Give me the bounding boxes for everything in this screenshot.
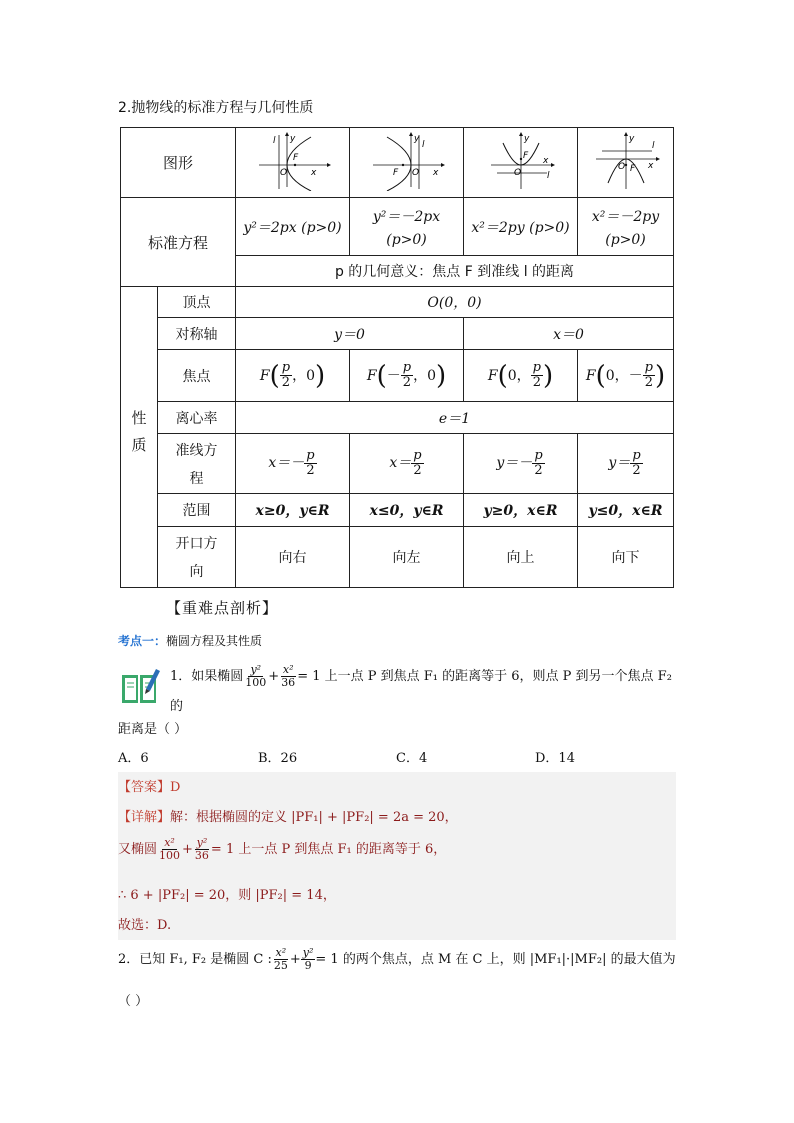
figure-left-opening	[350, 128, 464, 198]
directrix-cell-4	[578, 434, 674, 494]
equation-cell-2	[350, 198, 464, 256]
detail-tag: 【详解】	[118, 810, 171, 825]
fig1-y-label: y	[289, 133, 295, 144]
figure-down-opening	[578, 128, 674, 198]
directrix-cell-3	[464, 434, 578, 494]
focus-1-f: F	[259, 367, 270, 384]
focus-1-den: 2	[281, 375, 291, 390]
opening-value-4: 向下	[578, 527, 674, 588]
q1-option-c: C．4	[396, 751, 428, 766]
eccentricity-label: 离心率	[158, 402, 236, 434]
focus-label: 焦点	[158, 350, 236, 402]
detail-2-num2: y²	[196, 836, 208, 850]
q1-frac1-num: y²	[250, 663, 262, 677]
detail-2-post: = 1 上一点 P 到焦点 F₁ 的距离等于 6，	[210, 842, 447, 857]
directrix-label-line1: 准线方	[175, 442, 218, 459]
detail-line-4: 故选：D.	[118, 918, 172, 933]
answer-value: D	[170, 780, 181, 795]
q1-frac2-den: 36	[281, 676, 296, 689]
opening-value-2: 向左	[350, 527, 464, 588]
range-label: 范围	[158, 494, 236, 527]
figure-right-opening	[236, 128, 350, 198]
kaodian-label: 考点一：	[118, 634, 167, 648]
directrix-3-den: 2	[534, 463, 543, 478]
parabola-left-figure	[367, 131, 447, 191]
focus-cell-2: F(－ $\frac{p}{2}$ ，0)	[350, 350, 464, 402]
opening-label-line1: 开口方	[175, 536, 218, 552]
range-value-2: x≤0，y∈R	[350, 494, 464, 527]
axis-value-y-parabolas: x＝0	[464, 318, 674, 350]
q2-post: = 1 的两个焦点，点 M 在 C 上，则 |MF₁|·|MF₂| 的最大值为	[315, 952, 676, 967]
fig1-x-label: x	[310, 167, 316, 178]
equation-1-lhs: y²＝2px	[243, 219, 297, 236]
focus-3-num: p	[532, 360, 541, 376]
focus-1-second: 0	[306, 367, 315, 384]
equation-3-lhs: x²＝2py	[471, 219, 525, 236]
q1-mid: = 1 上一点 P 到焦点 F₁ 的距离等于 6，则点 P 到另一个焦点 F₂ 的	[170, 669, 672, 714]
q1-prefix: 1．如果椭圆	[170, 669, 244, 684]
kaodian-line	[118, 632, 262, 649]
directrix-4-den: 2	[632, 463, 641, 478]
section-title: 2.抛物线的标准方程与几何性质	[118, 100, 314, 116]
parabola-up-figure	[481, 131, 561, 191]
directrix-3-lhs: y＝－	[496, 455, 533, 472]
equation-4-cond: (p>0)	[605, 231, 646, 248]
row-label-equation: 标准方程	[121, 198, 236, 287]
kaodian-text: 椭圆方程及其性质	[166, 634, 263, 648]
fig3-l-label: l	[546, 170, 550, 181]
directrix-1-lhs: x＝－	[268, 455, 305, 472]
vertex-value: O(0，0)	[236, 287, 674, 318]
p-meaning-cell	[236, 256, 674, 287]
equation-2-cond: (p>0)	[386, 231, 427, 248]
equation-cell-3	[464, 198, 578, 256]
directrix-2-lhs: x＝	[389, 455, 412, 472]
fig4-l-label: l	[651, 140, 655, 151]
row-label-figure: 图形	[121, 128, 236, 198]
detail-2-den2: 36	[194, 849, 209, 862]
q2-num2: y²	[302, 946, 314, 960]
q1-option-a: A．6	[118, 751, 149, 766]
opening-label	[158, 527, 236, 588]
q1-option-d: D．14	[535, 751, 575, 766]
fig1-f-label: F	[292, 152, 298, 163]
question-2: 2．已知 F₁, F₂ 是椭圆 C : $\frac{\text{x²}}{25}$ + $\frac{\text{y²}}{9}$ = 1 的两个焦点，点 M 在 C 上，则 |MF₁|·|MF₂| 的最大值为	[118, 946, 676, 972]
focus-cell-3: F(0， $\frac{p}{2}$ )	[464, 350, 578, 402]
directrix-3-num: p	[534, 448, 543, 464]
detail-2-num1: x²	[164, 836, 175, 850]
focus-3-f: F	[487, 367, 498, 384]
focus-1-num: p	[281, 360, 291, 376]
directrix-4-lhs: y＝	[608, 455, 631, 472]
fig4-x-label: x	[647, 160, 653, 171]
detail-2-den1: 100	[159, 849, 181, 862]
q2-den2: 9	[304, 959, 312, 972]
opening-label-line2: 向	[189, 564, 204, 580]
fig4-y-label: y	[628, 133, 634, 144]
detail-line-1	[118, 806, 458, 825]
directrix-cell-2	[350, 434, 464, 494]
focus-2-sign: －	[386, 367, 401, 384]
detail-2-pre: 又椭圆	[118, 842, 158, 857]
focus-cell-4: F(0，－ $\frac{p}{2}$ )	[578, 350, 674, 402]
opening-value-1: 向右	[236, 527, 350, 588]
parabola-right-figure	[253, 131, 333, 191]
focus-2-num: p	[402, 360, 412, 376]
fig2-y-label: y	[413, 133, 419, 144]
fig2-o-label: O	[411, 167, 419, 178]
detail-text-1: 解：根据椭圆的定义 |PF₁| + |PF₂| = 2a = 20，	[170, 810, 458, 825]
opening-value-3: 向上	[464, 527, 578, 588]
vertex-label: 顶点	[158, 287, 236, 318]
focus-2-f: F	[366, 367, 377, 384]
fig3-f-label: F	[522, 150, 528, 161]
directrix-4-num: p	[632, 448, 641, 464]
row-label-properties: 性质	[121, 287, 158, 588]
detail-line-3: ∴ 6 + |PF₂| = 20，则 |PF₂| = 14，	[118, 888, 336, 903]
equation-2-lhs: y²＝－2px	[372, 208, 441, 225]
equation-cell-4	[578, 198, 674, 256]
fig2-l-label: l	[421, 139, 425, 150]
key-points-heading: 【重难点剖析】	[166, 599, 279, 617]
focus-3-den: 2	[532, 375, 541, 390]
parabola-properties-table	[120, 127, 674, 588]
equation-1-cond: (p>0)	[301, 219, 342, 236]
q1-frac1-den: 100	[245, 676, 267, 689]
directrix-cell-1	[236, 434, 350, 494]
focus-4-den: 2	[644, 375, 653, 390]
fig1-l-label: l	[272, 135, 276, 146]
answer-line	[118, 776, 180, 795]
directrix-1-den: 2	[306, 463, 315, 478]
focus-4-first: 0	[605, 367, 615, 384]
equation-cell-1	[236, 198, 350, 256]
q2-den1: 25	[273, 959, 288, 972]
directrix-1-num: p	[306, 448, 315, 464]
fig4-f-label: F	[629, 163, 635, 174]
q2-prefix: 2．已知 F₁, F₂ 是椭圆 C :	[118, 952, 272, 967]
q2-line2: （ ）	[118, 994, 149, 1009]
notebook-pencil-icon	[120, 665, 162, 707]
focus-2-den: 2	[402, 375, 412, 390]
answer-tag: 【答案】	[118, 780, 171, 795]
q1-plus: +	[268, 669, 280, 684]
eccentricity-value: e＝1	[236, 402, 674, 434]
fig3-o-label: O	[513, 167, 521, 178]
q1-frac2-num: x²	[282, 663, 294, 677]
fig2-x-label: x	[432, 167, 438, 178]
axis-value-x-parabolas: y＝0	[236, 318, 464, 350]
focus-4-num: p	[644, 360, 653, 376]
detail-line-2: 又椭圆 $\frac{\text{x²}}{100}$ + $\frac{\text{y²}}{36}$ = 1 上一点 P 到焦点 F₁ 的距离等于 6，	[118, 836, 447, 862]
figure-up-opening	[464, 128, 578, 198]
q1-option-b: B．26	[258, 751, 298, 766]
question-1	[170, 662, 680, 722]
focus-3-first: 0	[507, 367, 517, 384]
fig3-x-label: x	[542, 155, 548, 166]
range-value-4: y≤0，x∈R	[578, 494, 674, 527]
equation-3-cond: (p>0)	[529, 219, 570, 236]
q1-line2: 距离是（ ）	[118, 722, 188, 737]
focus-4-sign: －	[628, 367, 643, 384]
directrix-label-line2: 程	[189, 470, 204, 487]
directrix-label	[158, 434, 236, 494]
fig1-o-label: O	[279, 167, 287, 178]
directrix-2-den: 2	[413, 463, 422, 478]
directrix-2-num: p	[413, 448, 422, 464]
p-meaning-text: p 的几何意义：焦点 F 到准线 l 的距离	[334, 264, 575, 280]
range-value-3: y≥0，x∈R	[464, 494, 578, 527]
axis-label: 对称轴	[158, 318, 236, 350]
parabola-down-figure	[586, 131, 666, 191]
focus-4-f: F	[585, 367, 596, 384]
q2-num1: x²	[275, 946, 287, 960]
focus-cell-1: F( $\frac{p}{2}$ ，0)	[236, 350, 350, 402]
fig4-o-label: O	[617, 161, 625, 172]
equation-4-lhs: x²＝－2py	[591, 208, 660, 225]
fig2-f-label: F	[392, 167, 398, 178]
focus-2-second: 0	[427, 367, 436, 384]
range-value-1: x≥0，y∈R	[236, 494, 350, 527]
fig3-y-label: y	[523, 133, 529, 144]
